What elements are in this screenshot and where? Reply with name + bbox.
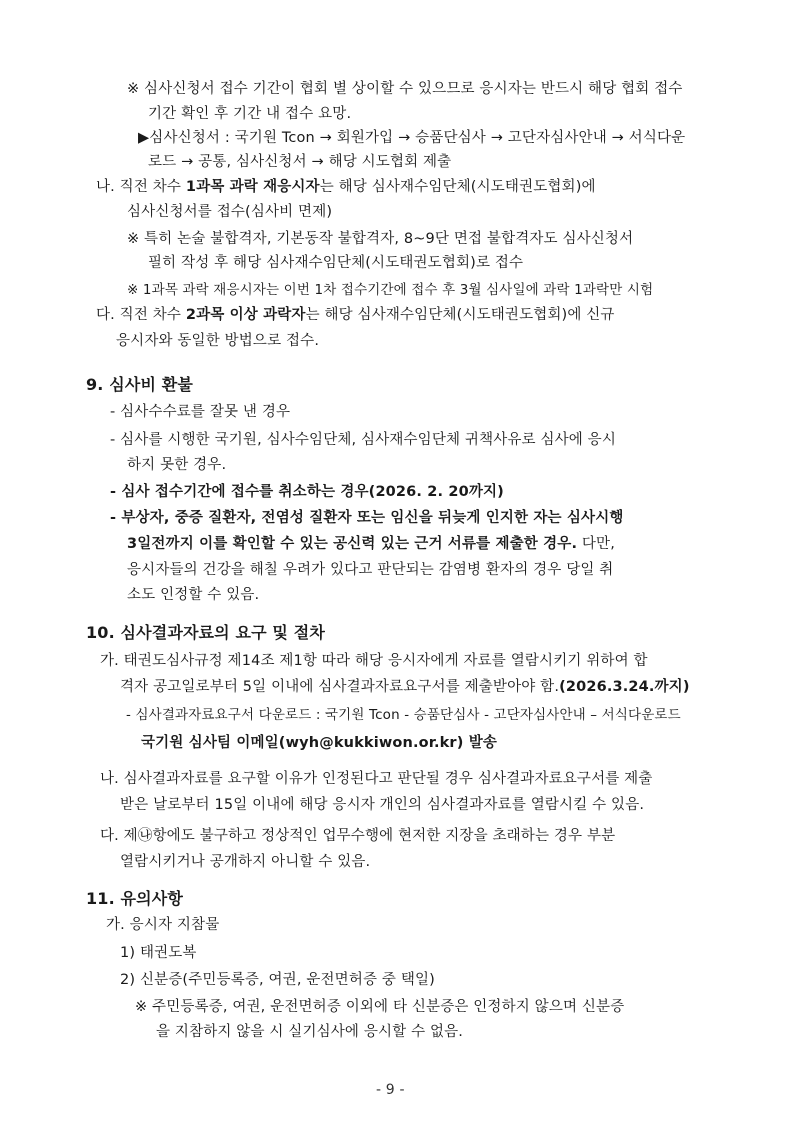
result-item-da-line2: 열람시키거나 공개하지 아니할 수 있음.	[120, 854, 371, 870]
page-number: - 9 -	[376, 1082, 405, 1098]
item-da-prefix: 다. 직전 차수	[96, 307, 186, 323]
result-item-ga-line1: 가. 태권도심사규정 제14조 제1항 따라 해당 응시자에게 자료를 열람시키기 위하여 합	[100, 653, 648, 669]
note-application-period-line1: ※ 심사신청서 접수 기간이 협회 별 상이할 수 있으므로 응시자는 반드시 해당 협회 접수	[127, 81, 683, 97]
result-deadline: (2026.3.24.까지)	[559, 679, 690, 695]
result-item-ga-text: 격자 공고일로부터 5일 이내에 심사결과자료요구서를 제출받아야 함.	[120, 679, 560, 695]
refund-item-2-line1: - 심사를 시행한 국기원, 심사수임단체, 심사재수임단체 귀책사유로 심사에 응시	[110, 432, 616, 448]
result-download-path: - 심사결과자료요구서 다운로드 : 국기원 Tcon - 승품단심사 - 고단자심사안내 – 서식다운로드	[126, 707, 681, 723]
refund-item-1: - 심사수수료를 잘못 낸 경우	[110, 404, 291, 420]
items-to-bring-1: 1) 태권도복	[120, 945, 197, 961]
items-to-bring: 가. 응시자 지참물	[106, 917, 220, 933]
refund-item-4-line3: 응시자들의 건강을 해칠 우려가 있다고 판단되는 감염병 환자의 경우 당일 취	[127, 562, 614, 578]
note-application-period-line2: 기간 확인 후 기간 내 접수 요망.	[148, 106, 352, 122]
item-na-bold: 1과목 과락 재응시자	[185, 179, 320, 195]
id-note-line2: 을 지참하지 않을 시 실기심사에 응시할 수 없음.	[156, 1024, 464, 1040]
refund-item-2-line2: 하지 못한 경우.	[127, 457, 227, 473]
item-da-multi-fail-line1	[96, 305, 615, 325]
item-da-multi-fail-line2: 응시자와 동일한 방법으로 접수.	[116, 333, 320, 349]
refund-item-4-bold: 3일전까지 이를 확인할 수 있는 공신력 있는 근거 서류를 제출한 경우.	[127, 536, 578, 552]
refund-item-3: - 심사 접수기간에 접수를 취소하는 경우(2026. 2. 20까지)	[110, 484, 504, 500]
result-item-na-line2: 받은 날로부터 15일 이내에 해당 응시자 개인의 심사결과자료를 열람시킬 수 있음.	[120, 797, 645, 813]
id-note-line1: ※ 주민등록증, 여권, 운전면허증 이외에 타 신분증은 인정하지 않으며 신분증	[135, 999, 625, 1015]
section-11-heading: 11. 유의사항	[86, 889, 183, 908]
refund-item-4-rest: 다만,	[577, 536, 615, 552]
note-one-subject-retake: ※ 1과목 과락 재응시자는 이번 1차 접수기간에 접수 후 3월 심사일에 과락 1과락만 시험	[127, 282, 654, 298]
application-flow-line1: ▶심사신청서 : 국기원 Tcon → 회원가입 → 승품단심사 → 고단자심사안내 → 서식다운	[138, 130, 686, 146]
result-item-da-line1: 다. 제㉯항에도 불구하고 정상적인 업무수행에 현저한 지장을 초래하는 경우 부분	[100, 828, 616, 844]
section-10-heading: 10. 심사결과자료의 요구 및 절차	[86, 623, 325, 642]
items-to-bring-2: 2) 신분증(주민등록증, 여권, 운전면허증 중 택일)	[120, 972, 435, 988]
item-da-rest: 는 해당 심사재수임단체(시도태권도협회)에 신규	[305, 307, 615, 323]
refund-item-4-line4: 소도 인정할 수 있음.	[127, 587, 260, 603]
result-email-instruction: 국기원 심사팀 이메일(wyh@kukkiwon.or.kr) 발송	[141, 735, 498, 751]
item-na-retake-line2: 심사신청서를 접수(심사비 면제)	[127, 204, 333, 220]
item-na-rest: 는 해당 심사재수임단체(시도태권도협회)에	[319, 179, 596, 195]
note-failed-candidates-line2: 필히 작성 후 해당 심사재수임단체(시도태권도협회)로 접수	[148, 255, 524, 271]
refund-item-4-line2	[127, 534, 615, 554]
section-9-heading: 9. 심사비 환불	[86, 375, 193, 394]
result-item-ga-line2	[120, 677, 690, 697]
note-failed-candidates-line1: ※ 특히 논술 불합격자, 기본동작 불합격자, 8~9단 면접 불합격자도 심사신청서	[127, 231, 634, 247]
result-item-na-line1: 나. 심사결과자료를 요구할 이유가 인정된다고 판단될 경우 심사결과자료요구서를 제출	[100, 771, 653, 787]
item-na-retake-line1	[96, 177, 596, 197]
item-na-prefix: 나. 직전 차수	[96, 179, 186, 195]
item-da-bold: 2과목 이상 과락자	[185, 307, 306, 323]
application-flow-line2: 로드 → 공통, 심사신청서 → 해당 시도협회 제출	[148, 154, 452, 170]
refund-item-4-line1: - 부상자, 중증 질환자, 전염성 질환자 또는 임신을 뒤늦게 인지한 자는 심사시행	[110, 510, 624, 526]
